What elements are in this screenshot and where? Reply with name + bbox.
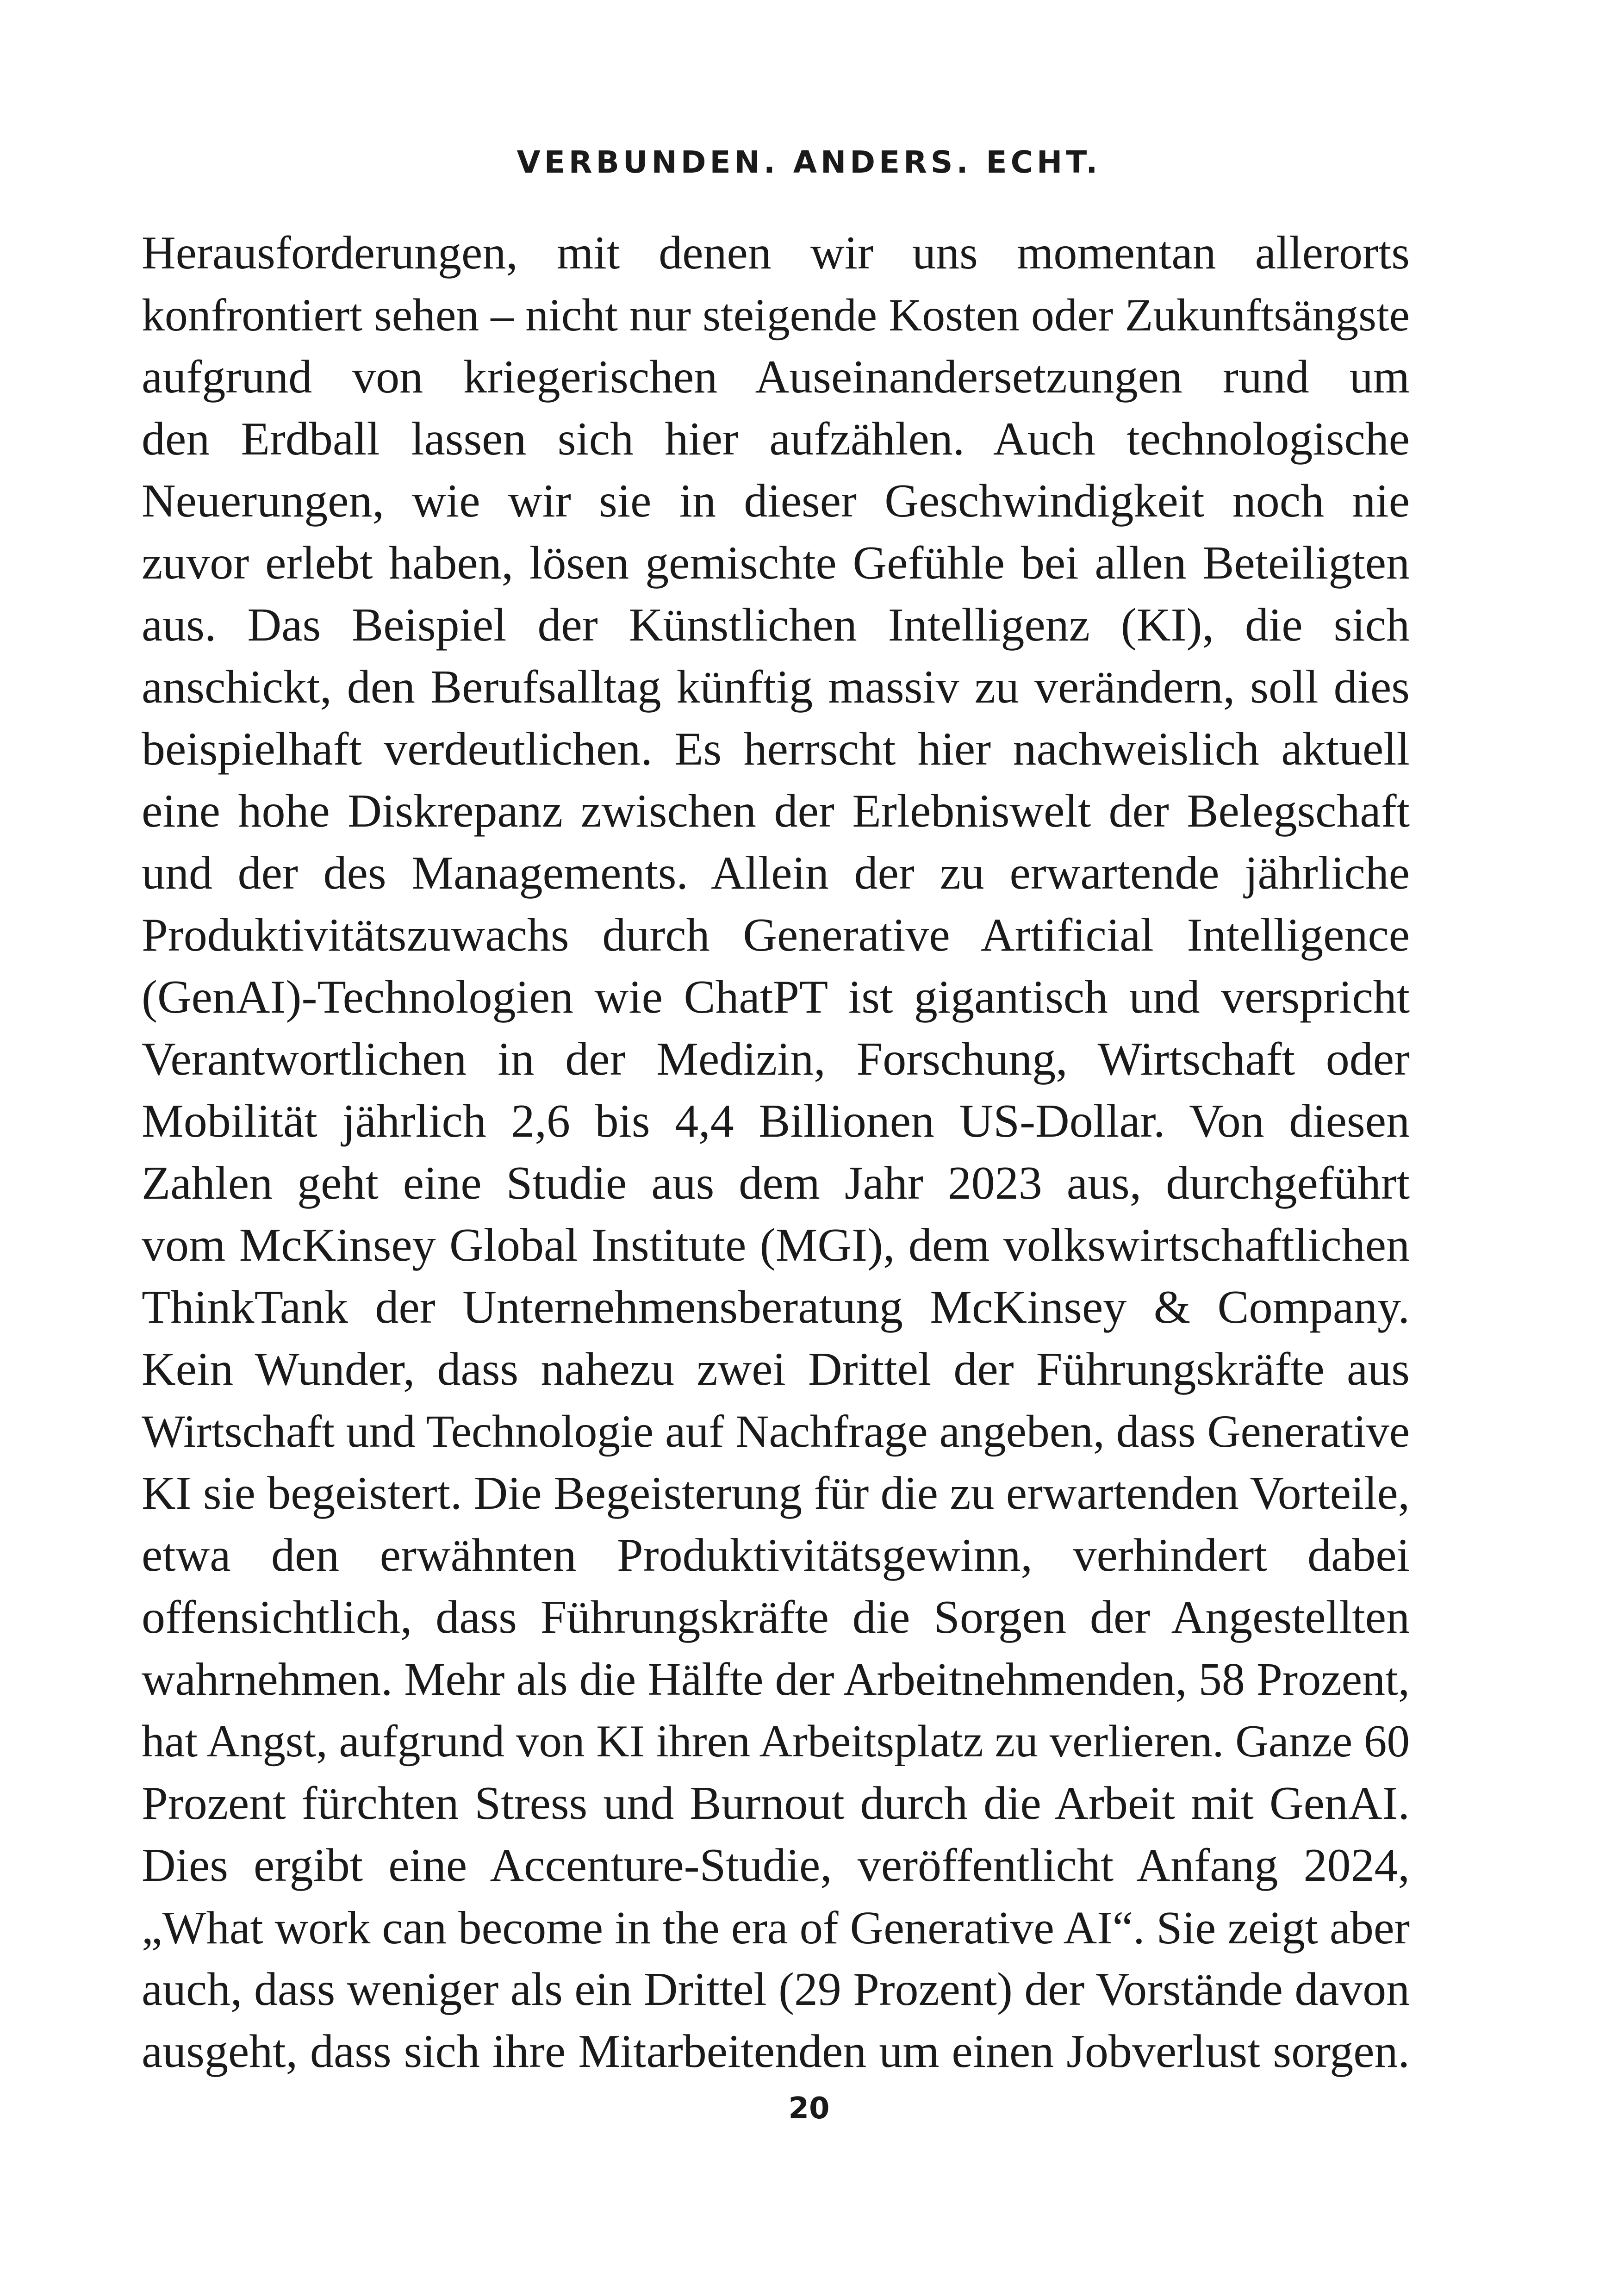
- text-line: ThinkTank der Unternehmensberatung McKinsey & Company.: [142, 1281, 1410, 1333]
- text-line: Prozent fürchten Stress und Burnout durch die Arbeit mit GenAI.: [142, 1777, 1410, 1829]
- text-line: vom McKinsey Global Institute (MGI), dem volkswirtschaftlichen: [142, 1219, 1410, 1271]
- text-line: Dies ergibt eine Accenture-Studie, veröffentlicht Anfang 2024,: [142, 1839, 1410, 1892]
- text-line: aus. Das Beispiel der Künstlichen Intelligenz (KI), die sich: [142, 599, 1410, 651]
- text-line: auch, dass weniger als ein Drittel (29 Prozent) der Vorstände davon: [142, 1963, 1410, 2016]
- text-line: Herausforderungen, mit denen wir uns momentan allerorts: [142, 227, 1410, 279]
- text-line: anschickt, den Berufsalltag künftig massiv zu verändern, soll dies: [142, 661, 1410, 713]
- text-line: hat Angst, aufgrund von KI ihren Arbeitsplatz zu verlieren. Ganze 60: [142, 1716, 1410, 1767]
- text-line: offensichtlich, dass Führungskräfte die Sorgen der Angestellten: [142, 1591, 1410, 1643]
- page-number: 20: [788, 2091, 830, 2126]
- body-text: [142, 222, 1410, 2083]
- text-line: „What work can become in the era of Generative AI“. Sie zeigt aber: [142, 1902, 1410, 1954]
- text-line: und der des Managements. Allein der zu erwartende jährliche: [142, 847, 1410, 899]
- text-line: etwa den erwähnten Produktivitätsgewinn, verhindert dabei: [142, 1529, 1410, 1581]
- text-line: Zahlen geht eine Studie aus dem Jahr 2023 aus, durchgeführt: [142, 1157, 1410, 1209]
- text-line: ausgeht, dass sich ihre Mitarbeitenden um einen Jobverlust sorgen.: [142, 2025, 1410, 2078]
- text-line: konfrontiert sehen – nicht nur steigende Kosten oder Zukunftsängste: [142, 289, 1410, 341]
- text-line: zuvor erlebt haben, lösen gemischte Gefühle bei allen Beteiligten: [142, 537, 1410, 589]
- text-line: aufgrund von kriegerischen Auseinandersetzungen rund um: [142, 351, 1410, 403]
- text-line: den Erdball lassen sich hier aufzählen. Auch technologische: [142, 413, 1410, 465]
- text-line: Mobilität jährlich 2,6 bis 4,4 Billionen US-Dollar. Von diesen: [142, 1095, 1410, 1147]
- text-line: wahrnehmen. Mehr als die Hälfte der Arbeitnehmenden, 58 Prozent,: [142, 1654, 1410, 1705]
- text-line: Kein Wunder, dass nahezu zwei Drittel der Führungskräfte aus: [142, 1343, 1410, 1395]
- text-line: beispielhaft verdeutlichen. Es herrscht hier nachweislich aktuell: [142, 723, 1410, 775]
- running-header: VERBUNDEN. ANDERS. ECHT.: [517, 144, 1101, 180]
- text-line: Wirtschaft und Technologie auf Nachfrage angeben, dass Generative: [142, 1406, 1410, 1457]
- text-line: Verantwortlichen in der Medizin, Forschung, Wirtschaft oder: [142, 1033, 1410, 1085]
- text-line: KI sie begeistert. Die Begeisterung für die zu erwartenden Vorteile,: [142, 1467, 1410, 1519]
- text-line: eine hohe Diskrepanz zwischen der Erlebniswelt der Belegschaft: [142, 785, 1410, 837]
- text-line: Produktivitätszuwachs durch Generative Artificial Intelligence: [142, 909, 1410, 961]
- text-line: Neuerungen, wie wir sie in dieser Geschwindigkeit noch nie: [142, 475, 1410, 527]
- text-line: (GenAI)-Technologien wie ChatPT ist gigantisch und verspricht: [142, 971, 1410, 1023]
